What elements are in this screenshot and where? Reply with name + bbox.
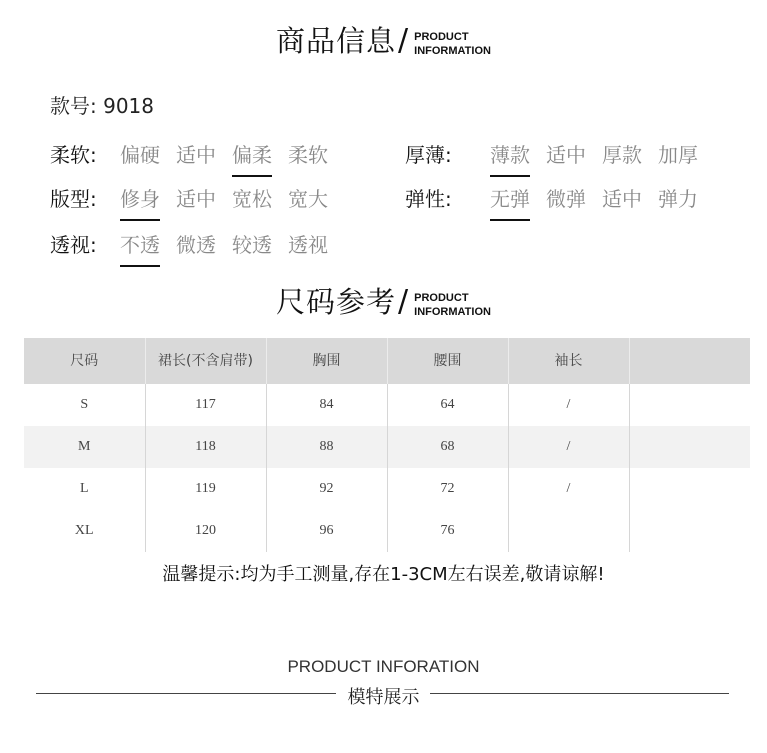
table-row xyxy=(24,384,750,426)
attr-option: 弹力 xyxy=(658,186,698,211)
attr-option-selected: 无弹 xyxy=(490,183,530,212)
table-cell xyxy=(629,384,750,426)
table-cell: M xyxy=(24,426,145,468)
sku-label: 款号: xyxy=(50,94,97,118)
attr-option: 加厚 xyxy=(658,142,698,167)
attr-label: 透视: xyxy=(50,232,97,257)
table-cell: / xyxy=(508,468,629,510)
attr-option: 透视 xyxy=(288,232,328,257)
table-cell: 92 xyxy=(266,468,387,510)
attr-option: 适中 xyxy=(546,142,586,167)
table-cell xyxy=(508,510,629,552)
table-cell: / xyxy=(508,426,629,468)
product-info-subtitle xyxy=(414,30,491,58)
attr-label: 弹性: xyxy=(405,186,452,211)
table-cell: 64 xyxy=(387,384,508,426)
table-cell: 84 xyxy=(266,384,387,426)
attr-elasticity xyxy=(405,182,714,212)
table-cell: / xyxy=(508,384,629,426)
attr-sheerness xyxy=(50,228,344,258)
table-cell xyxy=(629,426,750,468)
sku-value: 9018 xyxy=(103,94,155,118)
header-sleeve: 袖长 xyxy=(508,338,629,384)
attr-softness xyxy=(50,138,344,168)
sku-row xyxy=(50,90,154,119)
attr-option: 柔软 xyxy=(288,142,328,167)
attr-option: 厚款 xyxy=(602,142,642,167)
attr-option: 微弹 xyxy=(546,186,586,211)
header-size: 尺码 xyxy=(24,338,145,384)
attr-label: 版型: xyxy=(50,186,97,211)
table-cell: 88 xyxy=(266,426,387,468)
header-waist: 腰围 xyxy=(387,338,508,384)
table-cell: 72 xyxy=(387,468,508,510)
footer-title: PRODUCT INFORATION xyxy=(287,657,480,676)
attr-label: 柔软: xyxy=(50,142,97,167)
attr-option: 微透 xyxy=(176,232,216,257)
table-row xyxy=(24,426,750,468)
subtitle-line-1: PRODUCT xyxy=(414,31,469,43)
attr-option: 适中 xyxy=(176,142,216,167)
attr-option: 宽大 xyxy=(288,186,328,211)
attr-label: 厚薄: xyxy=(405,142,452,167)
table-cell: XL xyxy=(24,510,145,552)
attr-fit xyxy=(50,182,344,212)
attr-option: 较透 xyxy=(232,232,272,257)
subtitle-line-2: INFORMATION xyxy=(414,45,491,57)
table-row xyxy=(24,468,750,510)
product-info-title: 商品信息 xyxy=(276,24,397,58)
attr-option: 适中 xyxy=(602,186,642,211)
table-cell: 76 xyxy=(387,510,508,552)
table-cell: 120 xyxy=(145,510,266,552)
table-cell: S xyxy=(24,384,145,426)
heading-slash: / xyxy=(398,284,409,319)
table-cell: 96 xyxy=(266,510,387,552)
table-cell: L xyxy=(24,468,145,510)
header-length: 裙长(不含肩带) xyxy=(145,338,266,384)
table-header-row xyxy=(24,338,750,384)
table-cell: 68 xyxy=(387,426,508,468)
table-cell: 118 xyxy=(145,426,266,468)
size-ref-title: 尺码参考 xyxy=(276,285,397,319)
attr-option: 宽松 xyxy=(232,186,272,211)
size-table xyxy=(24,338,750,552)
attr-option: 适中 xyxy=(176,186,216,211)
attr-option: 偏硬 xyxy=(120,142,160,167)
header-empty xyxy=(629,338,750,384)
heading-slash: / xyxy=(398,23,409,58)
footer-subtitle: 模特展示 xyxy=(347,687,420,708)
table-cell xyxy=(629,468,750,510)
attr-option-selected: 修身 xyxy=(120,183,160,212)
attr-option-selected: 薄款 xyxy=(490,139,530,168)
attr-thickness xyxy=(405,138,714,168)
product-info-heading xyxy=(0,23,767,58)
divider-right xyxy=(430,693,729,694)
subtitle-line-2: INFORMATION xyxy=(414,306,491,318)
table-cell xyxy=(629,510,750,552)
attr-option-selected: 偏柔 xyxy=(232,139,272,168)
subtitle-line-1: PRODUCT xyxy=(414,292,469,304)
attr-option-selected: 不透 xyxy=(120,229,160,258)
table-cell: 119 xyxy=(145,468,266,510)
table-row xyxy=(24,510,750,552)
measurement-tip: 温馨提示:均为手工测量,存在1-3CM左右误差,敬请谅解! xyxy=(162,564,605,585)
table-cell: 117 xyxy=(145,384,266,426)
header-bust: 胸围 xyxy=(266,338,387,384)
size-ref-subtitle xyxy=(414,291,491,319)
size-ref-heading xyxy=(0,284,767,319)
